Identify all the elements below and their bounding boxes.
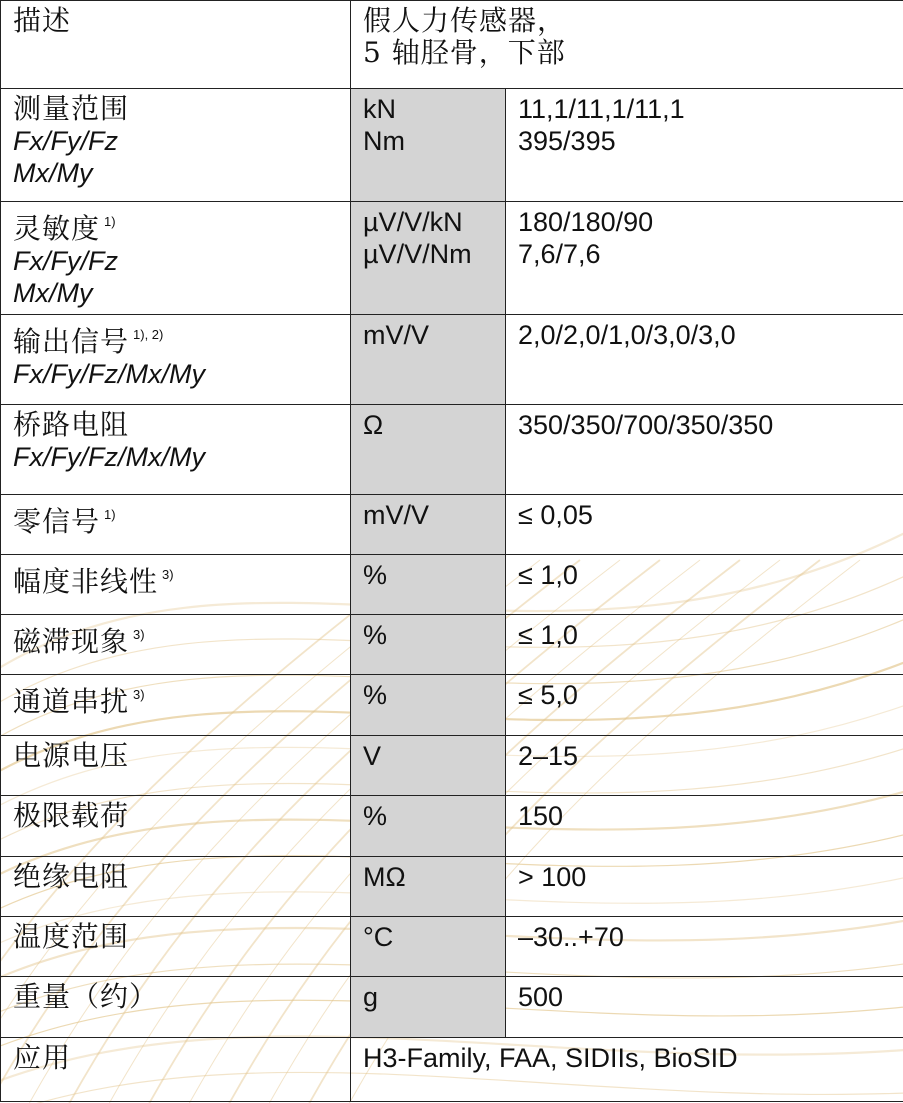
range-val1: 11,1/11,1/11,1: [518, 94, 685, 124]
row-measuring-range: [1, 89, 903, 202]
label-application: 应用: [13, 1041, 72, 1074]
sensitivity-footnote: 1): [104, 214, 116, 229]
row-insulation-resistance: [1, 857, 903, 917]
range-val2: 395/395: [518, 126, 616, 156]
bridge-unit: Ω: [363, 410, 384, 440]
range-unit2: Nm: [363, 126, 405, 156]
label-crosstalk: 通道串扰: [13, 685, 130, 718]
label-measuring-range: 测量范围: [13, 92, 130, 125]
label-temperature-range: 温度范围: [13, 920, 130, 953]
sens-unit2: µV/V/Nm: [363, 239, 472, 269]
cross-unit: %: [363, 680, 388, 710]
sens-sub2: Mx/My: [13, 278, 93, 308]
sens-sub1: Fx/Fy/Fz: [13, 246, 118, 276]
label-insulation-resistance: 绝缘电阻: [13, 860, 130, 893]
sens-unit1: µV/V/kN: [363, 207, 463, 237]
nonlin-val: ≤ 1,0: [518, 560, 578, 590]
sens-val2: 7,6/7,6: [518, 239, 601, 269]
hyst-footnote: 3): [133, 627, 145, 642]
application-value: H3-Family, FAA, SIDIIs, BioSID: [363, 1043, 738, 1073]
temp-unit: °C: [363, 922, 394, 952]
output-val: 2,0/2,0/1,0/3,0/3,0: [518, 320, 736, 350]
row-temperature-range: [1, 917, 903, 977]
supply-unit: V: [363, 741, 382, 771]
bridge-val: 350/350/700/350/350: [518, 410, 774, 440]
zero-val: ≤ 0,05: [518, 500, 593, 530]
label-description: 描述: [13, 4, 72, 37]
cross-footnote: 3): [133, 687, 145, 702]
row-weight: [1, 977, 903, 1038]
desc-value-line2: 5 轴胫骨，下部: [363, 36, 566, 69]
label-limit-load: 极限载荷: [13, 799, 130, 832]
row-output-signal: [1, 315, 903, 405]
hyst-unit: %: [363, 620, 388, 650]
row-nonlinearity: [1, 555, 903, 615]
nonlin-footnote: 3): [162, 567, 174, 582]
weight-unit: g: [363, 982, 379, 1012]
supply-val: 2–15: [518, 741, 579, 771]
sens-val1: 180/180/90: [518, 207, 654, 237]
label-hysteresis: 磁滞现象: [13, 625, 130, 658]
desc-value-line1: 假人力传感器，: [363, 4, 567, 37]
temp-val: –30..+70: [518, 922, 624, 952]
limit-val: 150: [518, 801, 564, 831]
row-limit-load: [1, 796, 903, 857]
output-unit: mV/V: [363, 320, 430, 350]
bridge-sub1: Fx/Fy/Fz/Mx/My: [13, 442, 205, 472]
output-footnote: 1), 2): [133, 327, 164, 342]
cross-val: ≤ 5,0: [518, 680, 578, 710]
row-hysteresis: [1, 615, 903, 675]
label-output-signal: 输出信号: [13, 325, 130, 358]
label-nonlinearity: 幅度非线性: [13, 565, 159, 598]
zero-unit: mV/V: [363, 500, 430, 530]
label-zero-signal: 零信号: [13, 505, 101, 538]
limit-unit: %: [363, 801, 388, 831]
label-bridge-resistance: 桥路电阻: [13, 408, 130, 441]
label-sensitivity: 灵敏度: [13, 212, 101, 245]
row-bridge-resistance: [1, 405, 903, 495]
row-application: [1, 1038, 903, 1102]
range-sub2: Mx/My: [13, 158, 93, 188]
range-unit1: kN: [363, 94, 396, 124]
nonlin-unit: %: [363, 560, 388, 590]
label-supply-voltage: 电源电压: [13, 739, 130, 772]
row-crosstalk: [1, 675, 903, 736]
output-sub1: Fx/Fy/Fz/Mx/My: [13, 359, 205, 389]
range-sub1: Fx/Fy/Fz: [13, 126, 118, 156]
zero-footnote: 1): [104, 507, 116, 522]
weight-val: 500: [518, 982, 564, 1012]
row-supply-voltage: [1, 736, 903, 796]
hyst-val: ≤ 1,0: [518, 620, 578, 650]
insul-val: > 100: [518, 862, 587, 892]
row-sensitivity: [1, 202, 903, 315]
row-zero-signal: [1, 495, 903, 555]
label-weight: 重量（约）: [13, 980, 159, 1013]
row-description: [1, 1, 903, 89]
insul-unit: MΩ: [363, 862, 406, 892]
